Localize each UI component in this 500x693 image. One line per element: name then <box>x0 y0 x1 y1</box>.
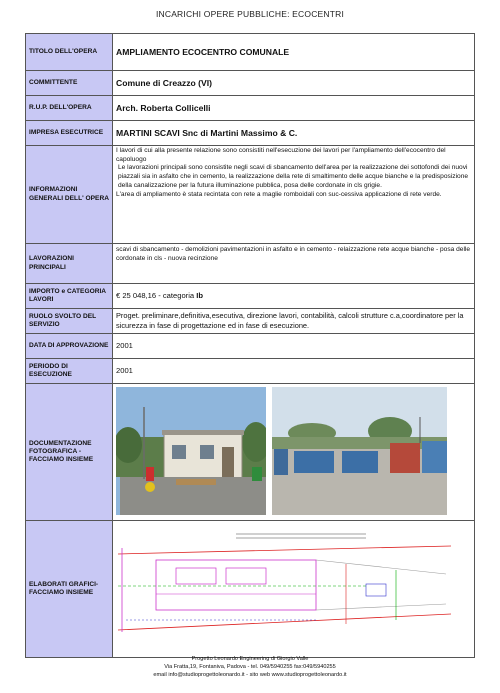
importo-label: IMPORTO e CATEGORIA LAVORI <box>26 284 113 309</box>
footer-company: Progetto Leonardo Engineering di Giorgio Valle <box>191 656 309 662</box>
esecuzione-value: 2001 <box>113 359 475 384</box>
impresa-label: IMPRESA ESECUTRICE <box>26 121 113 146</box>
informazioni-paragraph-1: I lavori di cui alla presente relazione sono consistiti nell'esecuzione dei lavori per l'ampliamento dell'ecocentro del capoluogo <box>116 147 446 163</box>
row-approvazione <box>26 334 475 359</box>
row-importo <box>26 284 475 309</box>
informazioni-label: INFORMAZIONI GENERALI DELL' OPERA <box>26 146 113 244</box>
row-informazioni <box>26 146 475 244</box>
ruolo-value: Proget. preliminare,definitiva,esecutiva, direzione lavori, contabilità, calcoli strutture c.a,coordinatore per la sicurezza in fase di progettazione ed in fase di esecuzione. <box>113 309 475 334</box>
rup-label: R.U.P. DELL'OPERA <box>26 96 113 121</box>
row-titolo <box>26 34 475 71</box>
row-elaborati <box>26 521 475 658</box>
footer-contacts: email info@studioprogettoleonardo.it - sito web www.studioprogettoleonardo.it <box>153 672 347 679</box>
lavorazioni-value: scavi di sbancamento - demolizioni pavimentazioni in asfalto e in cemento - relaizzazione rete acque bianche - posa delle cordonate in cls - nuova recinzione <box>113 244 475 284</box>
row-foto <box>26 384 475 521</box>
impresa-value: MARTINI SCAVI Snc di Martini Massimo & C. <box>113 121 475 146</box>
row-rup <box>26 96 475 121</box>
footer-address: Via Fratta,19, Fontaniva, Padova - tel. 049/5940255 fax:049/5940255 <box>164 664 336 671</box>
foto-label: DOCUMENTAZIONE FOTOGRAFICA - FACCIAMO INSIEME <box>26 384 113 521</box>
row-committente <box>26 71 475 96</box>
row-lavorazioni <box>26 244 475 284</box>
informazioni-value <box>113 146 475 244</box>
titolo-label: TITOLO DELL'OPERA <box>26 34 113 71</box>
rup-value: Arch. Roberta Collicelli <box>113 96 475 121</box>
photo-gallery <box>113 384 474 518</box>
elaborati-value <box>113 521 475 658</box>
esecuzione-label: PERIODO DI ESECUZIONE <box>26 359 113 384</box>
project-sheet <box>25 33 475 658</box>
committente-value: Comune di Creazzo (VI) <box>113 71 475 96</box>
document-footer <box>0 655 500 679</box>
foto-value <box>113 384 475 521</box>
row-impresa <box>26 121 475 146</box>
row-esecuzione <box>26 359 475 384</box>
technical-drawing <box>116 524 453 640</box>
elaborati-label: ELABORATI GRAFICI- FACCIAMO INSIEME <box>26 521 113 658</box>
document-header: INCARICHI OPERE PUBBLICHE: ECOCENTRI <box>155 9 345 19</box>
photo-site-office <box>116 387 266 515</box>
approvazione-value: 2001 <box>113 334 475 359</box>
ruolo-label: RUOLO SVOLTO DEL SERVIZIO <box>26 309 113 334</box>
importo-value <box>113 284 475 309</box>
informazioni-paragraph-2: Le lavorazioni principali sono consistite negli scavi di sbancamento dell'area per la realizzazione dei sottofondi dei nuovi piazzali sia in asfalto che in cemento, la realizzazione della rete di smaltimento delle acque bianche e la predisposizione della canalizzazione per la futura illuminazione pubblica, posa delle cordonate in cls grigie. <box>118 164 469 189</box>
informazioni-paragraph-3: L'area di ampliamento è stata recintata con rete a maglie romboidali con suc-cessiva applicazione di rete verde. <box>116 190 442 198</box>
titolo-value: AMPLIAMENTO ECOCENTRO COMUNALE <box>113 34 475 71</box>
importo-amount: € 25 048,16 - categoria <box>116 291 195 301</box>
importo-category: Ib <box>196 291 203 301</box>
lavorazioni-label: LAVORAZIONI PRINCIPALI <box>26 244 113 284</box>
project-table <box>25 33 475 658</box>
committente-label: COMMITTENTE <box>26 71 113 96</box>
approvazione-label: DATA DI APPROVAZIONE <box>26 334 113 359</box>
row-ruolo <box>26 309 475 334</box>
photo-containers-yard <box>272 387 447 515</box>
